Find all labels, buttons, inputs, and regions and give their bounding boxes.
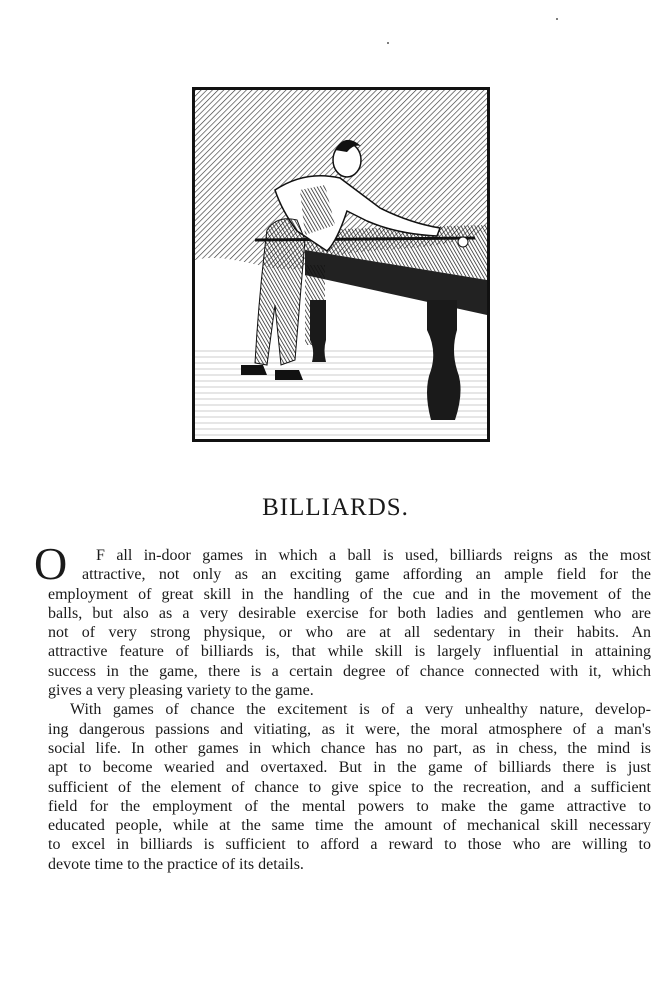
text-line: devote time to the practice of its details.: [48, 855, 304, 873]
text-line: With games of chance the excitement is of a very unhealthy nature, develop-: [70, 701, 651, 719]
text-line: balls, but also as a very desirable exercise for both ladies and gentlemen who are: [48, 604, 651, 622]
page-title: BILLIARDS.: [262, 494, 409, 521]
billiards-player-engraving: [195, 90, 487, 439]
drop-cap: O: [34, 538, 68, 589]
paragraph-2: [48, 700, 651, 874]
text-line: employment of great skill in the handling of the cue and in the movement of the: [48, 585, 651, 603]
paragraph-1: [48, 546, 651, 700]
text-line: sufficient of the element of chance to give spice to the recreation, and a sufficient: [48, 778, 651, 796]
text-line: field for the employment of the mental powers to make the game attractive to: [48, 797, 651, 815]
article-body: [48, 546, 651, 874]
text-line: attractive, not only as an exciting game affording an ample field for the: [82, 566, 651, 584]
text-line: educated people, while at the same time the amount of mechanical skill necessary: [48, 817, 651, 835]
text-line: gives a very pleasing variety to the game.: [48, 682, 314, 700]
text-line: F all in-door games in which a ball is used, billiards reigns as the most: [96, 547, 651, 564]
text-line: social life. In other games in which chance has no part, as in chess, the mind is: [48, 739, 651, 757]
billiards-illustration: [192, 87, 490, 442]
scan-speck: [387, 42, 389, 44]
scan-speck: [556, 18, 558, 20]
text-line: not of very strong physique, or who are at all sedentary in their habits. An: [48, 624, 651, 642]
text-line: attractive feature of billiards is, that while skill is largely influential in attaining: [48, 643, 651, 661]
text-line: to excel in billiards is sufficient to afford a reward to those who are willing to: [48, 836, 651, 854]
text-line: ing dangerous passions and vitiating, as it were, the moral atmosphere of a man's: [48, 720, 651, 738]
text-line: success in the game, there is a certain degree of chance connected with it, which: [48, 662, 651, 680]
text-line: apt to become wearied and overtaxed. But in the game of billiards there is just: [48, 759, 651, 777]
